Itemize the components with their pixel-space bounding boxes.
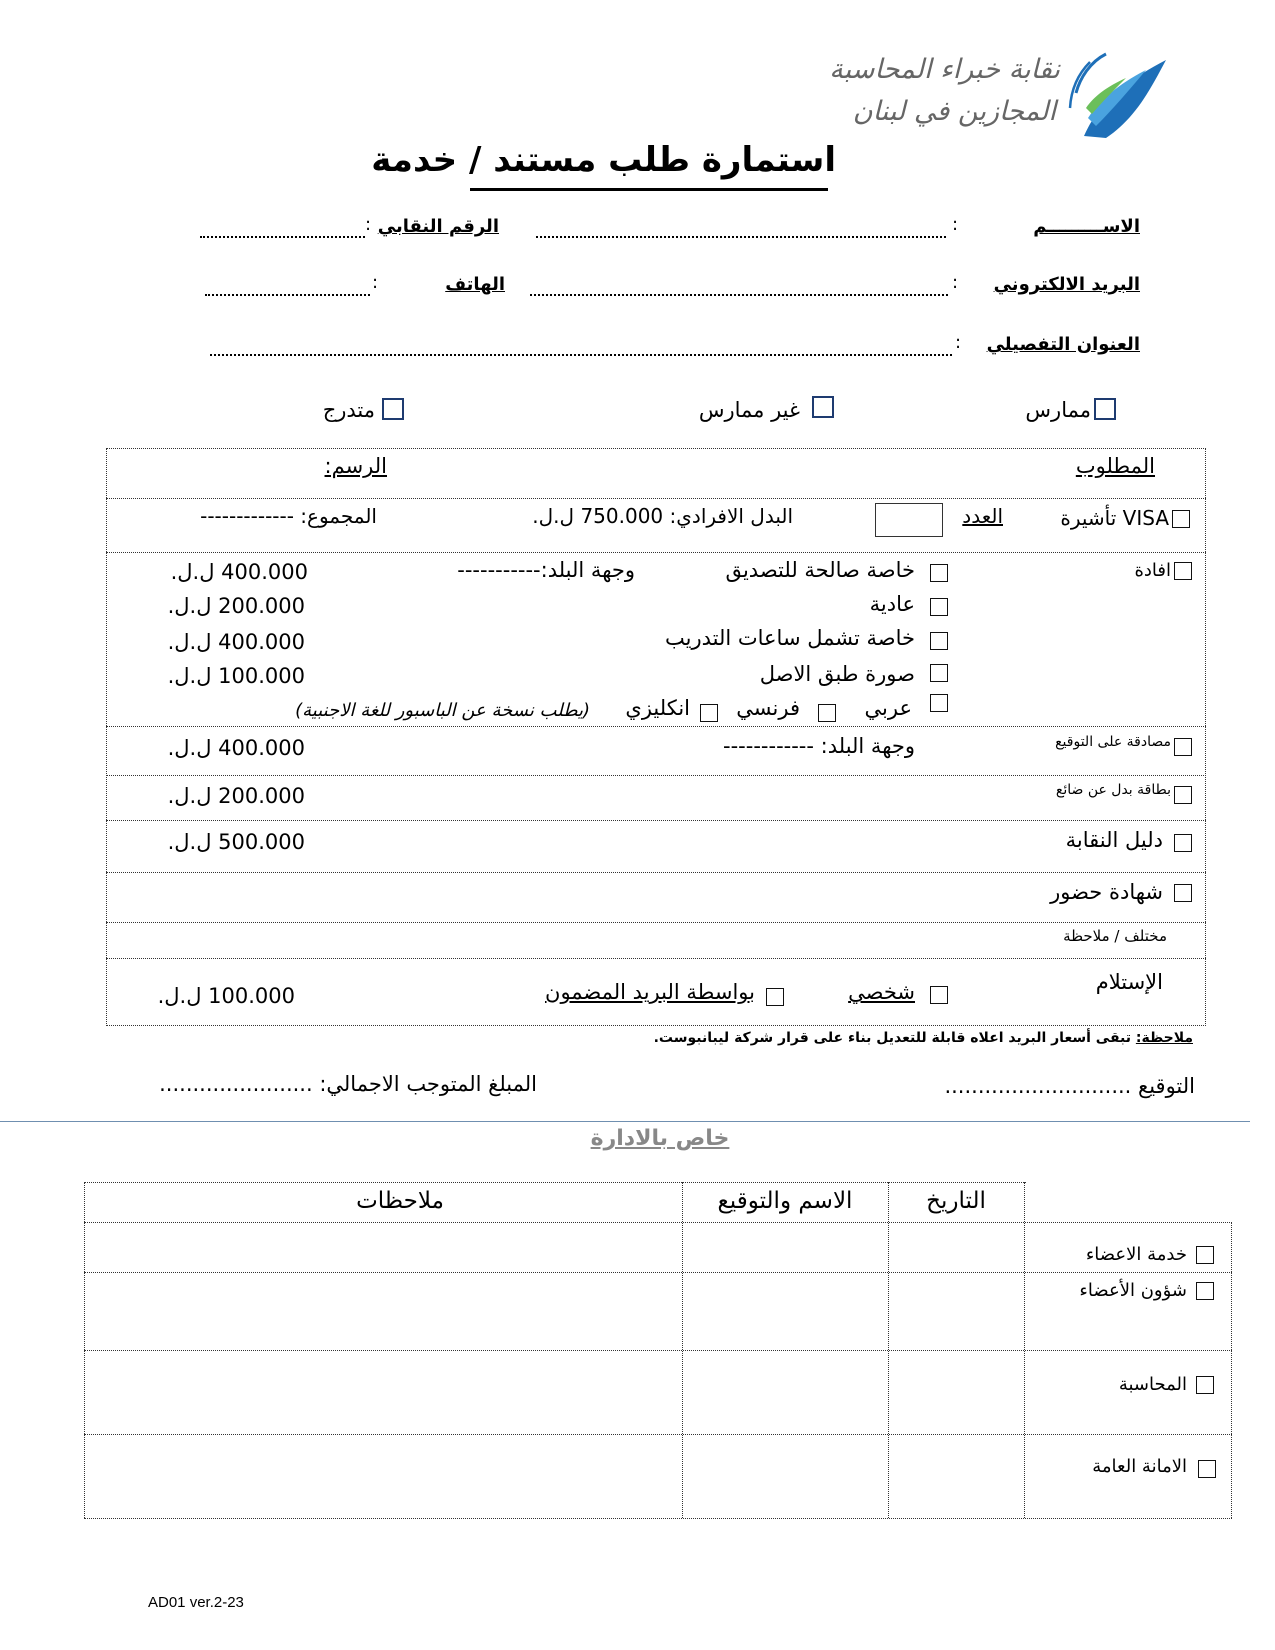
count-label: العدد: [962, 504, 1003, 528]
directory-price: 500.000 ل.ل.: [167, 830, 305, 854]
signature-line[interactable]: التوقيع ............................: [944, 1074, 1195, 1098]
accounting-label: المحاسبة: [1118, 1374, 1187, 1395]
phone-label: الهاتف: [445, 274, 505, 295]
colon: :: [372, 272, 379, 293]
admin-header-notes: ملاحظات: [356, 1188, 444, 1214]
colon: :: [365, 214, 372, 235]
required-header: المطلوب: [1075, 454, 1155, 478]
cert-option-regular-checkbox[interactable]: [930, 598, 948, 616]
visa-unit-fee: البدل الافرادي: 750.000 ل.ل.: [532, 504, 793, 528]
members-affairs-label: شؤون الأعضاء: [1079, 1280, 1187, 1301]
cert-price-regular: 200.000 ل.ل.: [167, 594, 305, 618]
members-service-checkbox[interactable]: [1196, 1246, 1214, 1264]
cert-option-certifiable-label: خاصة صالحة للتصديق: [725, 558, 915, 582]
receipt-personal-label: شخصي: [848, 980, 915, 1004]
attendance-checkbox[interactable]: [1174, 884, 1192, 902]
receipt-mail-checkbox[interactable]: [766, 988, 784, 1006]
signature-auth-destination: وجهة البلد: ------------: [723, 734, 915, 758]
accounting-checkbox[interactable]: [1196, 1376, 1214, 1394]
misc-label: مختلف / ملاحظة: [1063, 927, 1167, 945]
cert-price-certifiable: 400.000 ل.ل.: [170, 560, 308, 584]
cert-option-training-label: خاصة تشمل ساعات التدريب: [664, 626, 915, 650]
cert-option-regular-label: عادية: [869, 592, 915, 616]
directory-label: دليل النقابة: [1065, 828, 1163, 852]
admin-header-date: التاريخ: [926, 1188, 986, 1214]
replacement-card-checkbox[interactable]: [1174, 786, 1192, 804]
receipt-label: الإستلام: [1095, 970, 1163, 994]
french-checkbox[interactable]: [818, 704, 836, 722]
visa-label: VISA تأشيرة: [1060, 506, 1169, 530]
english-label: انكليزي: [625, 696, 690, 720]
arabic-label: عربي: [864, 696, 912, 720]
logo-text-line2: المجازين في لبنان: [852, 96, 1056, 127]
postal-note-text: تبقى أسعار البريد اعلاه قابلة للتعديل بناء على قرار شركة ليبانبوست.: [653, 1030, 1131, 1046]
form-version: AD01 ver.2-23: [148, 1594, 244, 1611]
replacement-card-label: بطاقة بدل عن ضائع: [1055, 782, 1171, 798]
address-label: العنوان التفصيلي: [986, 334, 1140, 355]
english-checkbox[interactable]: [700, 704, 718, 722]
receipt-mail-label: بواسطة البريد المضمون: [545, 980, 755, 1004]
name-field[interactable]: [536, 236, 946, 238]
admin-header-name-sign: الاسم والتوقيع: [717, 1188, 853, 1214]
colon: :: [952, 272, 959, 293]
trainee-label: متدرج: [322, 398, 375, 422]
logo-text-line1: نقابة خبراء المحاسبة: [829, 54, 1060, 85]
signature-auth-label: مصادقة على التوقيع: [1055, 734, 1171, 750]
visa-checkbox[interactable]: [1172, 510, 1190, 528]
members-service-label: خدمة الاعضاء: [1085, 1244, 1187, 1265]
attendance-label: شهادة حضور: [1050, 880, 1163, 904]
cert-destination: وجهة البلد:-----------: [457, 558, 635, 582]
postal-note-label: ملاحظة:: [1135, 1030, 1193, 1046]
non-practicing-checkbox[interactable]: [812, 396, 834, 418]
visa-total: المجموع: -------------: [200, 504, 377, 528]
email-field[interactable]: [530, 294, 948, 296]
sail-logo-icon: [1066, 48, 1171, 143]
certificate-checkbox[interactable]: [1174, 562, 1192, 580]
passport-note: (يطلب نسخة عن الباسبور للغة الاجنبية): [295, 700, 590, 721]
certificate-label: افادة: [1134, 560, 1171, 581]
signature-auth-checkbox[interactable]: [1174, 738, 1192, 756]
cert-price-copy: 100.000 ل.ل.: [167, 664, 305, 688]
cert-option-copy-label: صورة طبق الاصل: [759, 662, 915, 686]
phone-field[interactable]: [205, 294, 370, 296]
members-affairs-checkbox[interactable]: [1196, 1282, 1214, 1300]
arabic-checkbox[interactable]: [930, 694, 948, 712]
receipt-price: 100.000 ل.ل.: [157, 984, 295, 1008]
cert-price-training: 400.000 ل.ل.: [167, 630, 305, 654]
french-label: فرنسي: [736, 696, 800, 720]
page-title: استمارة طلب مستند / خدمة: [371, 140, 836, 180]
colon: :: [952, 214, 959, 235]
signature-auth-price: 400.000 ل.ل.: [167, 736, 305, 760]
cert-option-training-checkbox[interactable]: [930, 632, 948, 650]
admin-title: خاص بالادارة: [590, 1126, 730, 1151]
cert-option-copy-checkbox[interactable]: [930, 664, 948, 682]
name-label: الاســـــــــم: [1033, 216, 1140, 237]
address-field[interactable]: [210, 354, 952, 356]
secretariat-checkbox[interactable]: [1198, 1460, 1216, 1478]
practicing-label: ممارس: [1025, 398, 1091, 422]
syndicate-number-label: الرقم النقابي: [377, 216, 499, 237]
colon: :: [955, 332, 962, 353]
fee-header: الرسم:: [324, 454, 387, 478]
total-amount-line[interactable]: المبلغ المتوجب الاجمالي: .......................: [159, 1072, 537, 1096]
receipt-personal-checkbox[interactable]: [930, 986, 948, 1004]
syndicate-number-field[interactable]: [200, 236, 365, 238]
admin-divider: [0, 1121, 1250, 1122]
replacement-card-price: 200.000 ل.ل.: [167, 784, 305, 808]
secretariat-label: الامانة العامة: [1092, 1456, 1187, 1477]
count-input[interactable]: [875, 503, 943, 537]
practicing-checkbox[interactable]: [1094, 398, 1116, 420]
cert-option-certifiable-checkbox[interactable]: [930, 564, 948, 582]
trainee-checkbox[interactable]: [382, 398, 404, 420]
directory-checkbox[interactable]: [1174, 834, 1192, 852]
title-underline: [470, 188, 828, 191]
logo: [829, 48, 1168, 143]
postal-note: [654, 1030, 1193, 1046]
email-label: البريد الالكتروني: [993, 274, 1140, 295]
non-practicing-label: غير ممارس: [698, 398, 800, 422]
